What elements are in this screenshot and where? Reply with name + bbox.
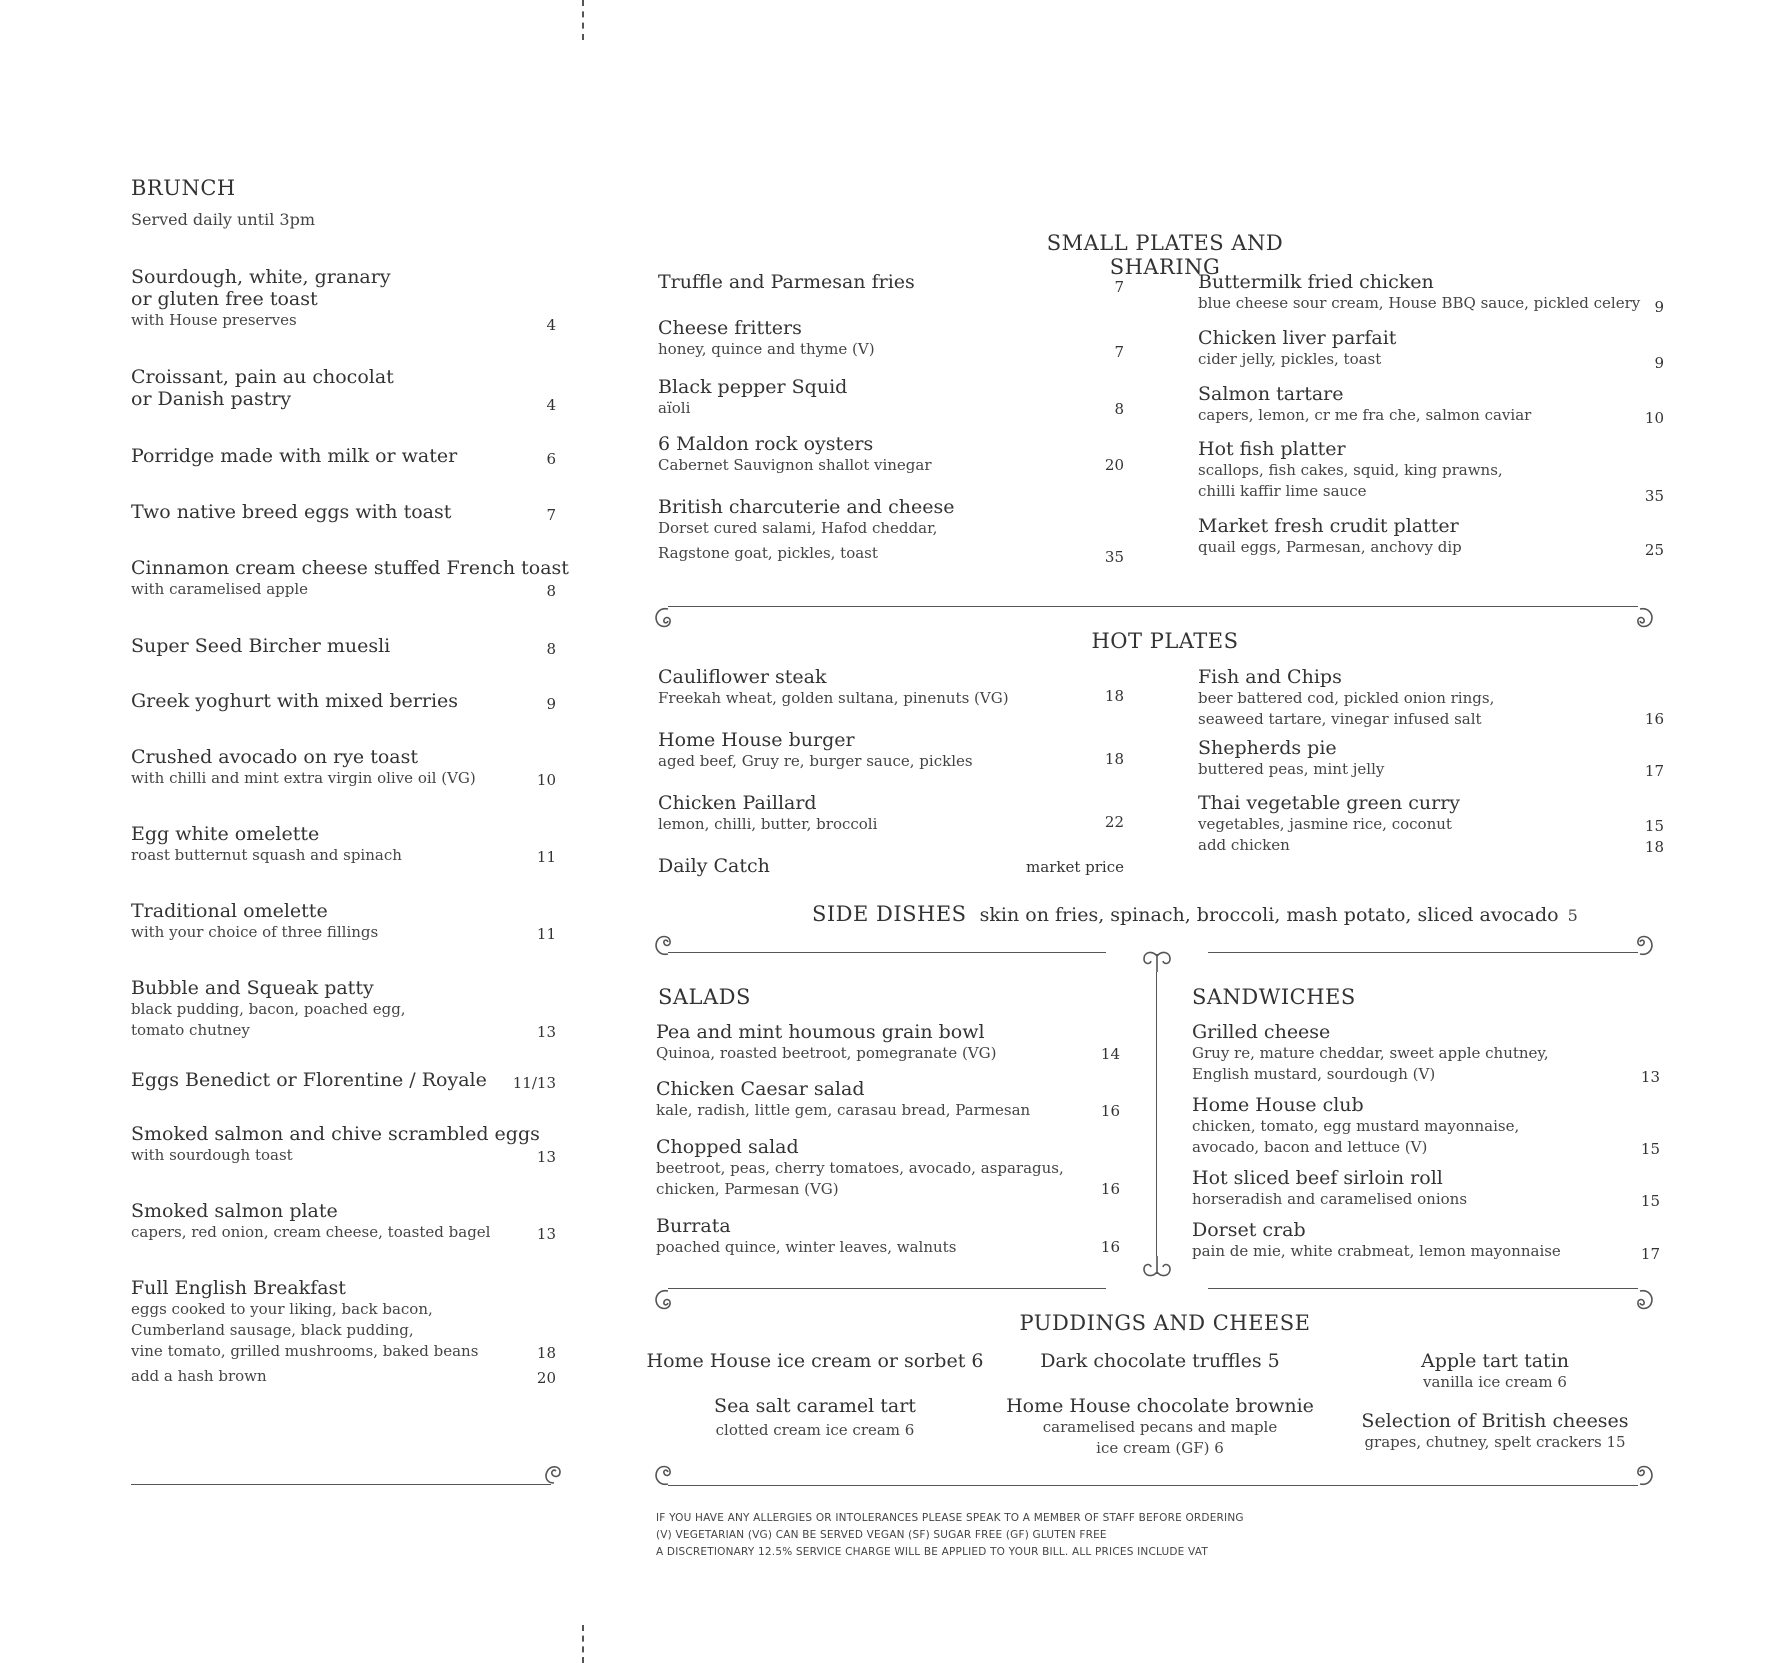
- price: 15: [1640, 1140, 1660, 1158]
- price: 16: [1100, 1102, 1120, 1120]
- menu-item: Home House burger aged beef, Gruy re, burger sauce, pickles: [658, 729, 973, 770]
- menu-item: Shepherds pie buttered peas, mint jelly: [1198, 737, 1385, 778]
- price: 18: [1104, 750, 1124, 768]
- side-dishes: [812, 902, 1578, 926]
- price: 10: [536, 771, 556, 789]
- price: 14: [1100, 1045, 1120, 1063]
- price: 4: [546, 396, 556, 414]
- price: 20: [1104, 456, 1124, 474]
- side-dishes-price: 5: [1567, 906, 1578, 925]
- menu-item: Chopped salad beetroot, peas, cherry tomatoes, avocado, asparagus, chicken, Parmesan (VG): [656, 1136, 1064, 1198]
- side-dishes-items: skin on fries, spinach, broccoli, mash potato, sliced avocado: [979, 904, 1559, 926]
- price: 18: [536, 1344, 556, 1362]
- menu-item: Fish and Chips beer battered cod, pickled onion rings, seaweed tartare, vinegar infused salt: [1198, 666, 1495, 728]
- divider: [131, 1484, 551, 1485]
- scroll-ornament-icon: [1630, 930, 1656, 956]
- menu-item: Buttermilk fried chicken blue cheese sour cream, House BBQ sauce, pickled celery: [1198, 271, 1641, 312]
- sandwiches-title: SANDWICHES: [1192, 985, 1356, 1009]
- menu-item: Truffle and Parmesan fries: [658, 271, 915, 293]
- menu-item: Egg white omelette roast butternut squash and spinach: [131, 823, 402, 864]
- column-divider: [1156, 972, 1157, 1256]
- menu-item: Sea salt caramel tart clotted cream ice cream 6: [714, 1395, 916, 1439]
- price: 8: [546, 582, 556, 600]
- divider: [1208, 1288, 1638, 1289]
- scroll-ornament-icon: [1630, 607, 1656, 633]
- menu-item: Greek yoghurt with mixed berries: [131, 690, 459, 712]
- price: 6: [546, 450, 556, 468]
- menu-item: Smoked salmon and chive scrambled eggs with sourdough toast: [131, 1123, 540, 1164]
- price: 16: [1100, 1238, 1120, 1256]
- puddings-title: PUDDINGS AND CHEESE: [1019, 1311, 1311, 1335]
- scroll-ornament-icon: [652, 930, 678, 956]
- hot-plates-title: HOT PLATES: [1091, 629, 1239, 653]
- scroll-ornament-icon: [652, 1460, 678, 1486]
- small-plates-title: SMALL PLATES AND SHARING: [1046, 231, 1284, 279]
- price: 16: [1644, 710, 1664, 728]
- price: 9: [546, 695, 556, 713]
- menu-item: Two native breed eggs with toast: [131, 501, 452, 523]
- menu-item: Cheese fritters honey, quince and thyme (V): [658, 317, 875, 358]
- menu-item: Chicken Caesar salad kale, radish, little gem, carasau bread, Parmesan: [656, 1078, 1031, 1119]
- menu-item: Market fresh crudit platter quail eggs, Parmesan, anchovy dip: [1198, 515, 1462, 556]
- menu-item: Black pepper Squid aïoli: [658, 376, 848, 417]
- price: 13: [536, 1023, 556, 1041]
- scroll-ornament-icon: [652, 607, 678, 633]
- menu-item: Sourdough, white, granary or gluten free toast with House preserves: [131, 266, 391, 329]
- price: market price: [1026, 858, 1124, 876]
- price: 11/13: [512, 1074, 556, 1092]
- price: 11: [536, 848, 556, 866]
- price: 7: [546, 506, 556, 524]
- price: 8: [546, 640, 556, 658]
- price: 8: [1114, 400, 1124, 418]
- menu-item: Home House club chicken, tomato, egg mustard mayonnaise, avocado, bacon and lettuce (V): [1192, 1094, 1520, 1156]
- menu-item: Super Seed Bircher muesli: [131, 635, 391, 657]
- scroll-ornament-icon: [1630, 1289, 1656, 1315]
- menu-item: Traditional omelette with your choice of three fillings: [131, 900, 379, 941]
- divider: [1208, 952, 1638, 953]
- menu-item: Cauliflower steak Freekah wheat, golden sultana, pinenuts (VG): [658, 666, 1009, 707]
- menu-item: Hot fish platter scallops, fish cakes, squid, king prawns, chilli kaffir lime sauce: [1198, 438, 1503, 500]
- center-flourish-icon: [1130, 1254, 1184, 1278]
- menu-item: Dark chocolate truffles 5: [1040, 1350, 1280, 1372]
- scroll-ornament-icon: [1630, 1460, 1656, 1486]
- menu-item: Full English Breakfast eggs cooked to your liking, back bacon, Cumberland sausage, black pudding, vine tomato, grilled mushrooms, baked beans add a hash brown: [131, 1277, 479, 1385]
- menu-item: 6 Maldon rock oysters Cabernet Sauvignon shallot vinegar: [658, 433, 932, 474]
- price: 11: [536, 925, 556, 943]
- brunch-title: BRUNCH: [131, 176, 236, 200]
- price: 7: [1114, 343, 1124, 361]
- menu-item: Smoked salmon plate capers, red onion, cream cheese, toasted bagel: [131, 1200, 491, 1241]
- price: 17: [1644, 762, 1664, 780]
- price: 9: [1654, 354, 1664, 372]
- menu-item: Chicken liver parfait cider jelly, pickles, toast: [1198, 327, 1397, 368]
- menu-item: Home House ice cream or sorbet 6: [646, 1350, 984, 1372]
- price: 4: [546, 316, 556, 334]
- price: 15: [1644, 817, 1664, 835]
- price: 7: [1114, 278, 1124, 296]
- price: 18: [1644, 838, 1664, 856]
- menu-item: Salmon tartare capers, lemon, cr me fra che, salmon caviar: [1198, 383, 1532, 424]
- dietary-key: (V) VEGETARIAN (VG) CAN BE SERVED VEGAN (SF) SUGAR FREE (GF) GLUTEN FREE: [656, 1529, 1107, 1541]
- menu-item: Dorset crab pain de mie, white crabmeat, lemon mayonnaise: [1192, 1219, 1561, 1260]
- price: 9: [1654, 298, 1664, 316]
- salads-title: SALADS: [658, 985, 751, 1009]
- menu-item: Daily Catch: [658, 855, 770, 877]
- divider: [668, 952, 1106, 953]
- menu-item: Bubble and Squeak patty black pudding, bacon, poached egg, tomato chutney: [131, 977, 406, 1039]
- price: 20: [536, 1369, 556, 1387]
- menu-item: Cinnamon cream cheese stuffed French toast with caramelised apple: [131, 557, 569, 598]
- price: 35: [1644, 487, 1664, 505]
- price: 17: [1640, 1245, 1660, 1263]
- price: 35: [1104, 548, 1124, 566]
- price: 18: [1104, 687, 1124, 705]
- menu-item: Croissant, pain au chocolat or Danish pastry: [131, 366, 394, 410]
- price: 10: [1644, 409, 1664, 427]
- price: 13: [536, 1225, 556, 1243]
- menu-item: Grilled cheese Gruy re, mature cheddar, sweet apple chutney, English mustard, sourdough (V): [1192, 1021, 1549, 1083]
- service-charge-note: A DISCRETIONARY 12.5% SERVICE CHARGE WILL BE APPLIED TO YOUR BILL. ALL PRICES INCLUDE VAT: [656, 1546, 1208, 1558]
- menu-item: Eggs Benedict or Florentine / Royale: [131, 1069, 487, 1091]
- scroll-ornament-icon: [541, 1460, 567, 1486]
- menu-item: Hot sliced beef sirloin roll horseradish and caramelised onions: [1192, 1167, 1468, 1208]
- menu-item: Porridge made with milk or water: [131, 445, 458, 467]
- side-dishes-title: SIDE DISHES: [812, 902, 967, 926]
- menu-item: Burrata poached quince, winter leaves, walnuts: [656, 1215, 957, 1256]
- price: 13: [1640, 1068, 1660, 1086]
- menu-item: British charcuterie and cheese Dorset cured salami, Hafod cheddar, Ragstone goat, pickles, toast: [658, 496, 955, 562]
- center-flourish-icon: [1130, 950, 1184, 974]
- price: 22: [1104, 813, 1124, 831]
- price: 16: [1100, 1180, 1120, 1198]
- menu-item: Thai vegetable green curry vegetables, jasmine rice, coconut add chicken: [1198, 792, 1461, 854]
- menu-item: Apple tart tatin vanilla ice cream 6: [1420, 1350, 1570, 1391]
- divider: [668, 1288, 1106, 1289]
- fold-mark-top: [582, 0, 584, 40]
- menu-item: Pea and mint houmous grain bowl Quinoa, roasted beetroot, pomegranate (VG): [656, 1021, 997, 1062]
- allergy-note: IF YOU HAVE ANY ALLERGIES OR INTOLERANCES PLEASE SPEAK TO A MEMBER OF STAFF BEFORE ORDERING: [656, 1512, 1244, 1524]
- menu-item: Crushed avocado on rye toast with chilli and mint extra virgin olive oil (VG): [131, 746, 476, 787]
- price: 15: [1640, 1192, 1660, 1210]
- menu-item: Selection of British cheeses grapes, chutney, spelt crackers 15: [1361, 1410, 1629, 1451]
- price: 13: [536, 1148, 556, 1166]
- menu-item: Chicken Paillard lemon, chilli, butter, broccoli: [658, 792, 878, 833]
- price: 25: [1644, 541, 1664, 559]
- scroll-ornament-icon: [652, 1289, 678, 1315]
- divider: [668, 606, 1638, 607]
- divider: [668, 1485, 1638, 1486]
- fold-mark-bottom: [582, 1625, 584, 1663]
- menu-item: Home House chocolate brownie caramelised pecans and maple ice cream (GF) 6: [1006, 1395, 1314, 1457]
- brunch-subtitle: Served daily until 3pm: [131, 210, 316, 229]
